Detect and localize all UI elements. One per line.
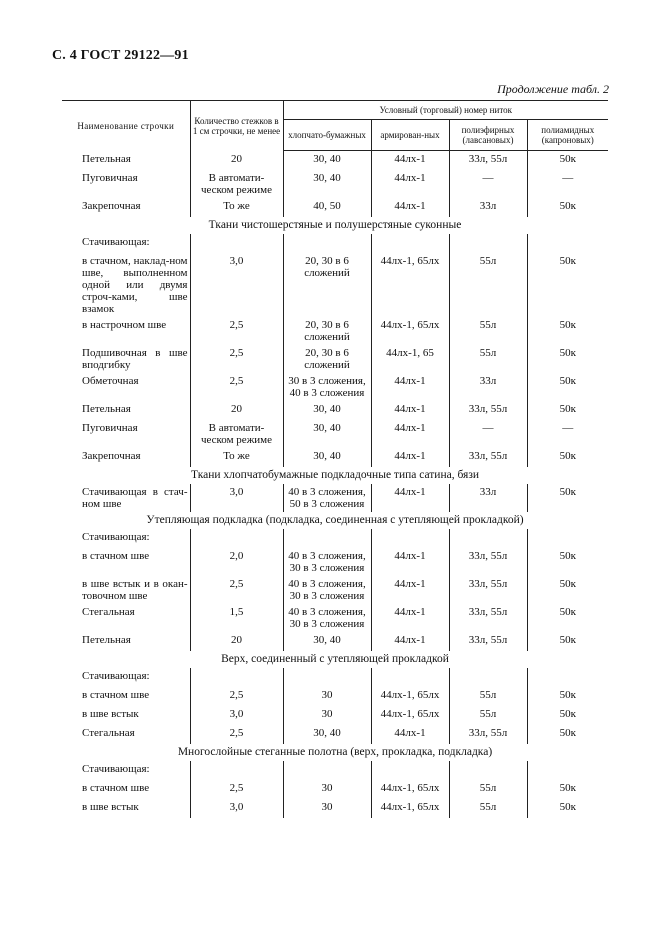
table-row bbox=[62, 170, 608, 198]
table-row bbox=[62, 529, 608, 548]
row-stitches: 2,5 bbox=[190, 576, 283, 604]
row-name: Петельная bbox=[82, 152, 131, 165]
row-stitches: 20 bbox=[190, 401, 283, 420]
row-name: Пуговичная bbox=[82, 171, 138, 184]
row-polyamide bbox=[527, 529, 608, 548]
col-header-reinforced: армирован-ных bbox=[371, 120, 449, 151]
row-cotton bbox=[283, 668, 371, 687]
row-polyamide: 50к bbox=[527, 632, 608, 651]
row-polyester bbox=[449, 668, 527, 687]
row-polyamide bbox=[527, 668, 608, 687]
row-stitches: В автомати-ческом режиме bbox=[190, 420, 283, 448]
row-polyester: 55л bbox=[449, 317, 527, 345]
row-polyamide bbox=[527, 234, 608, 253]
row-polyamide: 50к bbox=[527, 345, 608, 373]
row-reinforced: 44лх-1, 65лх bbox=[371, 780, 449, 799]
row-stitches: 2,5 bbox=[190, 725, 283, 744]
row-polyamide: 50к bbox=[527, 799, 608, 818]
row-name: Стачивающая: bbox=[82, 235, 150, 248]
table-row bbox=[62, 253, 608, 317]
row-stitches bbox=[190, 668, 283, 687]
row-polyester bbox=[449, 761, 527, 780]
table-row bbox=[62, 151, 608, 170]
section-heading: Многослойные стеганные полотна (верх, прокладка, подкладка) bbox=[177, 745, 493, 758]
table-row bbox=[62, 198, 608, 217]
row-polyamide: 50к bbox=[527, 253, 608, 317]
row-polyamide: 50к bbox=[527, 373, 608, 401]
row-reinforced: 44лх-1, 65лх bbox=[371, 799, 449, 818]
row-reinforced: 44лх-1 bbox=[371, 198, 449, 217]
row-name: в шве встык bbox=[82, 800, 139, 813]
row-stitches: 1,5 bbox=[190, 604, 283, 632]
table-row bbox=[62, 780, 608, 799]
row-reinforced: 44лх-1 bbox=[371, 725, 449, 744]
row-polyester bbox=[449, 234, 527, 253]
row-polyester: 55л bbox=[449, 687, 527, 706]
table-row bbox=[62, 725, 608, 744]
row-name: Стачивающая: bbox=[82, 762, 150, 775]
row-stitches: 2,5 bbox=[190, 687, 283, 706]
row-stitches: 2,5 bbox=[190, 780, 283, 799]
table-row bbox=[62, 345, 608, 373]
col-header-thread-number: Условный (торговый) номер ниток bbox=[283, 101, 608, 120]
row-polyester: 33л bbox=[449, 373, 527, 401]
table-row bbox=[62, 448, 608, 467]
row-name: в стачном шве bbox=[82, 549, 150, 562]
row-cotton: 40, 50 bbox=[283, 198, 371, 217]
row-polyamide: 50к bbox=[527, 448, 608, 467]
row-cotton: 20, 30 в 6 сложений bbox=[283, 345, 371, 373]
row-cotton: 20, 30 в 6 сложений bbox=[283, 253, 371, 317]
row-polyamide: 50к bbox=[527, 780, 608, 799]
table-row bbox=[62, 799, 608, 818]
row-name: Стачивающая: bbox=[82, 530, 150, 543]
row-polyamide: 50к bbox=[527, 317, 608, 345]
row-reinforced: 44лх-1 bbox=[371, 170, 449, 198]
row-name: в стачном шве bbox=[82, 781, 150, 794]
row-name: Закрепочная bbox=[82, 449, 141, 462]
row-polyamide bbox=[527, 761, 608, 780]
table-row bbox=[62, 484, 608, 512]
table-row bbox=[62, 604, 608, 632]
row-polyester: 33л, 55л bbox=[449, 632, 527, 651]
table-row bbox=[62, 632, 608, 651]
row-polyamide: 50к bbox=[527, 198, 608, 217]
row-stitches: 20 bbox=[190, 151, 283, 170]
row-polyamide: 50к bbox=[527, 151, 608, 170]
row-name: Закрепочная bbox=[82, 199, 141, 212]
row-name: Стачивающая: bbox=[82, 669, 150, 682]
col-header-stitches: Количество стежков в 1 см строчки, не менее bbox=[190, 101, 283, 151]
row-polyamide: 50к bbox=[527, 604, 608, 632]
row-name: Петельная bbox=[82, 633, 131, 646]
row-polyamide: 50к bbox=[527, 548, 608, 576]
row-polyamide: 50к bbox=[527, 706, 608, 725]
row-reinforced: 44лх-1 bbox=[371, 373, 449, 401]
row-polyester: 33л bbox=[449, 198, 527, 217]
row-name: Петельная bbox=[82, 402, 131, 415]
row-reinforced: 44лх-1, 65лх bbox=[371, 687, 449, 706]
row-polyester: 55л bbox=[449, 799, 527, 818]
row-polyester: 33л, 55л bbox=[449, 448, 527, 467]
row-polyester: 33л, 55л bbox=[449, 576, 527, 604]
row-name: Стегальная bbox=[82, 726, 135, 739]
section-heading: Верх, соединенный с утепляющей прокладкой bbox=[221, 652, 449, 665]
section-heading: Ткани чистошерстяные и полушерстяные суконные bbox=[208, 218, 462, 231]
row-reinforced: 44лх-1 bbox=[371, 548, 449, 576]
row-name: Пуговичная bbox=[82, 421, 138, 434]
row-name: в шве встык bbox=[82, 707, 139, 720]
row-stitches: 3,0 bbox=[190, 253, 283, 317]
table-row bbox=[62, 420, 608, 448]
section-heading-row bbox=[62, 651, 608, 668]
row-reinforced bbox=[371, 529, 449, 548]
row-cotton bbox=[283, 529, 371, 548]
row-polyester: 55л bbox=[449, 253, 527, 317]
table-row bbox=[62, 687, 608, 706]
row-stitches bbox=[190, 234, 283, 253]
row-stitches: 2,5 bbox=[190, 345, 283, 373]
row-stitches bbox=[190, 761, 283, 780]
row-polyamide: 50к bbox=[527, 576, 608, 604]
col-header-cotton: хлопчато-бумажных bbox=[283, 120, 371, 151]
row-name: в настрочном шве bbox=[82, 318, 167, 331]
row-polyamide: 50к bbox=[527, 401, 608, 420]
row-name: Стегальная bbox=[82, 605, 135, 618]
row-reinforced: 44лх-1 bbox=[371, 448, 449, 467]
row-polyester: 33л, 55л bbox=[449, 604, 527, 632]
row-stitches bbox=[190, 529, 283, 548]
row-name: Стачивающая в стач-ном шве bbox=[82, 485, 188, 510]
row-reinforced bbox=[371, 234, 449, 253]
table-row bbox=[62, 576, 608, 604]
row-stitches: 20 bbox=[190, 632, 283, 651]
row-name: в стачном шве bbox=[82, 688, 150, 701]
section-heading: Утепляющая подкладка (подкладка, соединенная с утепляющей прокладкой) bbox=[146, 513, 524, 526]
row-polyamide: 50к bbox=[527, 484, 608, 512]
row-polyester: 55л bbox=[449, 780, 527, 799]
thread-table bbox=[62, 100, 608, 818]
row-stitches: 3,0 bbox=[190, 706, 283, 725]
section-heading-row bbox=[62, 744, 608, 761]
table-row bbox=[62, 668, 608, 687]
row-cotton: 30 в 3 сложения, 40 в 3 сложения bbox=[283, 373, 371, 401]
row-polyester: 33л bbox=[449, 484, 527, 512]
row-name: в стачном, наклад-ном шве, выполненном одной или двумя строч-ками, шве взамок bbox=[82, 254, 188, 315]
row-polyester: 33л, 55л bbox=[449, 725, 527, 744]
row-polyester: 33л, 55л bbox=[449, 151, 527, 170]
row-cotton: 30, 40 bbox=[283, 632, 371, 651]
row-cotton: 20, 30 в 6 сложений bbox=[283, 317, 371, 345]
col-header-polyamide: полиамидных (капроновых) bbox=[527, 120, 608, 151]
row-cotton: 30, 40 bbox=[283, 420, 371, 448]
row-cotton: 40 в 3 сложения, 30 в 3 сложения bbox=[283, 548, 371, 576]
row-polyester bbox=[449, 529, 527, 548]
row-polyamide: — bbox=[527, 420, 608, 448]
row-polyester: 33л, 55л bbox=[449, 548, 527, 576]
row-reinforced: 44лх-1, 65лх bbox=[371, 706, 449, 725]
section-heading-row bbox=[62, 467, 608, 484]
row-polyester: 33л, 55л bbox=[449, 401, 527, 420]
section-heading-row bbox=[62, 512, 608, 529]
row-cotton: 30 bbox=[283, 780, 371, 799]
row-cotton: 30, 40 bbox=[283, 401, 371, 420]
row-cotton: 30, 40 bbox=[283, 448, 371, 467]
table-row bbox=[62, 317, 608, 345]
row-name: Подшивочная в шве вподгибку bbox=[82, 346, 188, 371]
row-cotton: 30, 40 bbox=[283, 151, 371, 170]
table-row bbox=[62, 706, 608, 725]
row-cotton: 30 bbox=[283, 687, 371, 706]
row-stitches: 2,5 bbox=[190, 373, 283, 401]
row-polyester: — bbox=[449, 420, 527, 448]
row-cotton: 40 в 3 сложения, 50 в 3 сложения bbox=[283, 484, 371, 512]
table-row bbox=[62, 401, 608, 420]
row-polyamide: — bbox=[527, 170, 608, 198]
row-polyester: — bbox=[449, 170, 527, 198]
row-cotton: 40 в 3 сложения, 30 в 3 сложения bbox=[283, 604, 371, 632]
row-stitches: В автомати-ческом режиме bbox=[190, 170, 283, 198]
row-reinforced: 44лх-1, 65 bbox=[371, 345, 449, 373]
col-header-polyester: полиэфирных (лавсановых) bbox=[449, 120, 527, 151]
row-polyamide: 50к bbox=[527, 725, 608, 744]
row-stitches: То же bbox=[190, 448, 283, 467]
row-cotton bbox=[283, 234, 371, 253]
row-cotton: 40 в 3 сложения, 30 в 3 сложения bbox=[283, 576, 371, 604]
row-reinforced: 44лх-1 bbox=[371, 420, 449, 448]
row-stitches: То же bbox=[190, 198, 283, 217]
table-row bbox=[62, 761, 608, 780]
row-name: в шве встык и в окан-товочном шве bbox=[82, 577, 188, 602]
row-stitches: 2,5 bbox=[190, 317, 283, 345]
row-reinforced bbox=[371, 668, 449, 687]
row-stitches: 3,0 bbox=[190, 799, 283, 818]
row-polyester: 55л bbox=[449, 706, 527, 725]
section-heading-row bbox=[62, 217, 608, 234]
row-cotton: 30, 40 bbox=[283, 725, 371, 744]
row-polyester: 55л bbox=[449, 345, 527, 373]
row-reinforced: 44лх-1 bbox=[371, 401, 449, 420]
row-reinforced: 44лх-1 bbox=[371, 484, 449, 512]
table-row bbox=[62, 234, 608, 253]
row-cotton bbox=[283, 761, 371, 780]
page-header: С. 4 ГОСТ 29122—91 bbox=[52, 48, 189, 63]
row-cotton: 30, 40 bbox=[283, 170, 371, 198]
row-reinforced: 44лх-1, 65лх bbox=[371, 317, 449, 345]
row-stitches: 2,0 bbox=[190, 548, 283, 576]
row-reinforced: 44лх-1 bbox=[371, 576, 449, 604]
row-reinforced bbox=[371, 761, 449, 780]
row-cotton: 30 bbox=[283, 706, 371, 725]
row-reinforced: 44лх-1 bbox=[371, 604, 449, 632]
row-name: Обметочная bbox=[82, 374, 139, 387]
table-continuation-note: Продолжение табл. 2 bbox=[497, 82, 609, 96]
row-reinforced: 44лх-1 bbox=[371, 632, 449, 651]
row-polyamide: 50к bbox=[527, 687, 608, 706]
col-header-name: Наименование строчки bbox=[62, 101, 190, 151]
table-body bbox=[62, 151, 608, 818]
table-row bbox=[62, 373, 608, 401]
table-row bbox=[62, 548, 608, 576]
row-cotton: 30 bbox=[283, 799, 371, 818]
row-stitches: 3,0 bbox=[190, 484, 283, 512]
row-reinforced: 44лх-1, 65лх bbox=[371, 253, 449, 317]
row-reinforced: 44лх-1 bbox=[371, 151, 449, 170]
section-heading: Ткани хлопчатобумажные подкладочные типа сатина, бязи bbox=[190, 468, 480, 481]
